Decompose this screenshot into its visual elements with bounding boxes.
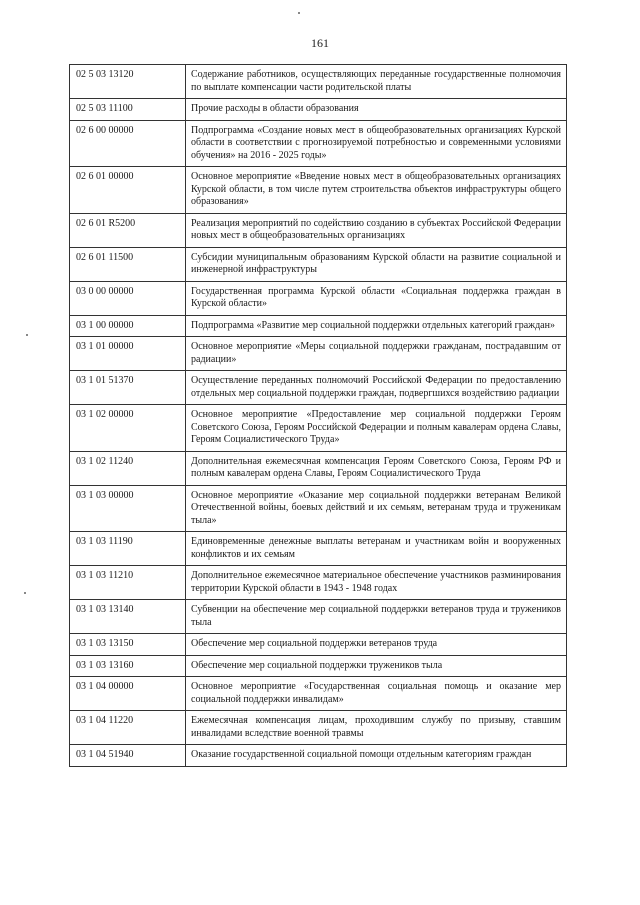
scan-speck	[26, 334, 28, 336]
scan-speck	[24, 592, 26, 594]
description-cell: Оказание государственной социальной помощи отдельным категориям граждан	[186, 745, 567, 767]
description-cell: Государственная программа Курской области «Социальная поддержка граждан в Курской области»	[186, 281, 567, 315]
table-row	[70, 99, 567, 121]
budget-code-cell: 02 6 01 R5200	[70, 213, 186, 247]
description-cell: Основное мероприятие «Предоставление мер социальной поддержки Героям Советского Союза, Героям Российской Федерации и полным кавалерам ордена Славы, Героям Социалистического Труда»	[186, 405, 567, 452]
description-cell: Дополнительное ежемесячное материальное обеспечение участников разминирования территории Курской области в 1943 - 1948 годах	[186, 566, 567, 600]
table-row	[70, 634, 567, 656]
description-cell: Основное мероприятие «Оказание мер социальной поддержки ветеранам Великой Отечественной войны, боевых действий и их семьям, ветеранам труда и труженикам тыла»	[186, 485, 567, 532]
description-cell: Субсидии муниципальным образованиям Курской области на развитие социальной и инженерной инфраструктуры	[186, 247, 567, 281]
table-row	[70, 451, 567, 485]
page-number: 161	[311, 36, 329, 50]
table-row	[70, 65, 567, 99]
budget-code-cell: 02 5 03 11100	[70, 99, 186, 121]
budget-code-cell: 03 1 02 11240	[70, 451, 186, 485]
budget-code-cell: 03 1 03 13140	[70, 600, 186, 634]
table-row	[70, 337, 567, 371]
table-row	[70, 247, 567, 281]
table-row	[70, 600, 567, 634]
budget-code-cell: 03 0 00 00000	[70, 281, 186, 315]
table-row	[70, 405, 567, 452]
description-cell: Реализация мероприятий по содействию созданию в субъектах Российской Федерации новых мест в общеобразовательных организациях	[186, 213, 567, 247]
description-cell: Содержание работников, осуществляющих переданные государственные полномочия по выплате компенсации части родительской платы	[186, 65, 567, 99]
table-row	[70, 566, 567, 600]
table-row	[70, 711, 567, 745]
description-cell: Единовременные денежные выплаты ветеранам и участникам войн и вооруженных конфликтов и их семьям	[186, 532, 567, 566]
scan-speck	[298, 12, 300, 14]
table-row	[70, 677, 567, 711]
budget-code-cell: 02 6 01 11500	[70, 247, 186, 281]
budget-code-cell: 03 1 03 00000	[70, 485, 186, 532]
description-cell: Дополнительная ежемесячная компенсация Героям Советского Союза, Героям РФ и полным кавалерам ордена Славы, Героям Социалистического Труда	[186, 451, 567, 485]
budget-code-cell: 02 6 01 00000	[70, 167, 186, 214]
description-cell: Основное мероприятие «Меры социальной поддержки гражданам, пострадавшим от радиации»	[186, 337, 567, 371]
budget-classification-table	[69, 64, 567, 767]
description-cell: Обеспечение мер социальной поддержки тружеников тыла	[186, 655, 567, 677]
budget-code-cell: 02 5 03 13120	[70, 65, 186, 99]
description-cell: Обеспечение мер социальной поддержки ветеранов труда	[186, 634, 567, 656]
budget-code-cell: 03 1 04 11220	[70, 711, 186, 745]
budget-code-cell: 03 1 01 00000	[70, 337, 186, 371]
description-cell: Прочие расходы в области образования	[186, 99, 567, 121]
description-cell: Ежемесячная компенсация лицам, проходившим службу по призыву, ставшим инвалидами вследствие военной травмы	[186, 711, 567, 745]
budget-code-cell: 03 1 01 51370	[70, 371, 186, 405]
table-row	[70, 281, 567, 315]
table-body	[70, 65, 567, 767]
budget-code-cell: 03 1 03 11210	[70, 566, 186, 600]
budget-code-cell: 03 1 04 51940	[70, 745, 186, 767]
budget-code-cell: 03 1 02 00000	[70, 405, 186, 452]
budget-code-cell: 02 6 00 00000	[70, 120, 186, 167]
table-row	[70, 315, 567, 337]
description-cell: Осуществление переданных полномочий Российской Федерации по предоставлению отдельных мер социальной поддержки граждан, подвергшихся воздействию радиации	[186, 371, 567, 405]
budget-code-cell: 03 1 03 11190	[70, 532, 186, 566]
table-row	[70, 120, 567, 167]
table-row	[70, 371, 567, 405]
table-row	[70, 485, 567, 532]
description-cell: Основное мероприятие «Государственная социальная помощь и оказание мер социальной поддержки инвалидам»	[186, 677, 567, 711]
table-row	[70, 167, 567, 214]
budget-code-cell: 03 1 03 13160	[70, 655, 186, 677]
description-cell: Субвенции на обеспечение мер социальной поддержки ветеранов труда и тружеников тыла	[186, 600, 567, 634]
table-row	[70, 655, 567, 677]
budget-code-cell: 03 1 04 00000	[70, 677, 186, 711]
description-cell: Основное мероприятие «Введение новых мест в общеобразовательных организациях Курской области, в том числе путем строительства объектов инфраструктуры общего образования»	[186, 167, 567, 214]
table-row	[70, 213, 567, 247]
budget-code-cell: 03 1 03 13150	[70, 634, 186, 656]
table-row	[70, 745, 567, 767]
table-row	[70, 532, 567, 566]
description-cell: Подпрограмма «Создание новых мест в общеобразовательных организациях Курской области в соответствии с прогнозируемой потребностью и современными условиями обучения» на 2016 - 2025 годы»	[186, 120, 567, 167]
description-cell: Подпрограмма «Развитие мер социальной поддержки отдельных категорий граждан»	[186, 315, 567, 337]
budget-code-cell: 03 1 00 00000	[70, 315, 186, 337]
